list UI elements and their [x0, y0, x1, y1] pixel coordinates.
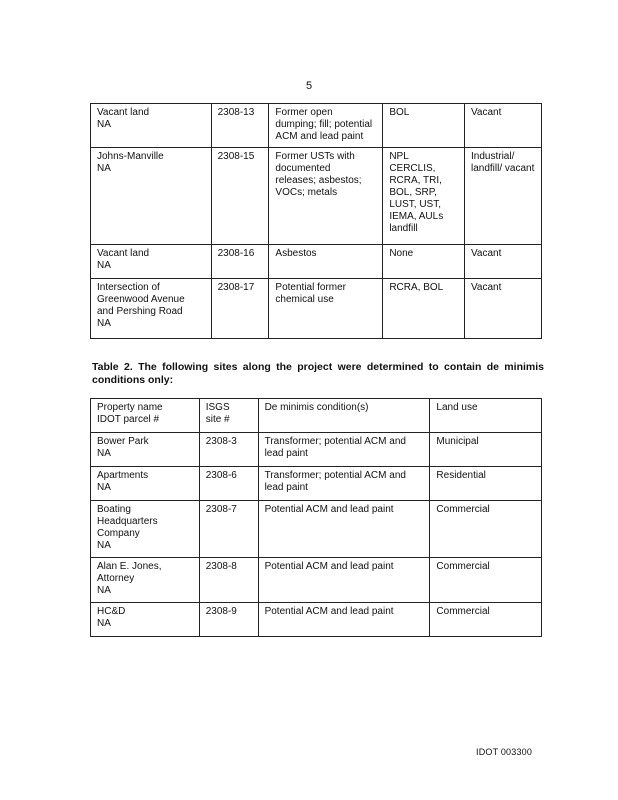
- table-cell: [269, 245, 383, 279]
- cell-text: NA: [97, 585, 111, 596]
- cell-text: lead paint: [264, 448, 308, 459]
- cell-text: Apartments: [97, 470, 149, 481]
- cell-text: None: [389, 248, 414, 259]
- cell-text: Potential ACM and lead paint: [264, 561, 394, 572]
- table-cell: [269, 148, 383, 245]
- cell-text: LUST, UST,: [389, 199, 441, 210]
- cell-text: CERCLIS,: [389, 163, 436, 174]
- table-cell: [430, 501, 542, 558]
- table-cell: [91, 467, 200, 501]
- table-cell: [430, 603, 542, 637]
- table-cell: [199, 467, 258, 501]
- table-cell: [258, 433, 430, 467]
- table-cell: [211, 104, 269, 148]
- table-cell: [91, 501, 200, 558]
- cell-text: Residential: [436, 470, 486, 481]
- cell-text: Vacant: [471, 107, 502, 118]
- cell-text: Vacant: [471, 282, 502, 293]
- table-row: [91, 279, 542, 339]
- cell-text: NA: [97, 318, 111, 329]
- table-cell: [91, 104, 212, 148]
- table-cell: [199, 433, 258, 467]
- cell-text: Former USTs with: [275, 151, 355, 162]
- table-cell: [258, 467, 430, 501]
- cell-text: dumping; fill; potential: [275, 119, 373, 130]
- cell-text: RCRA, BOL: [389, 282, 444, 293]
- cell-text: Transformer; potential ACM and: [264, 470, 406, 481]
- table-cell: [258, 501, 430, 558]
- table-row: [91, 433, 542, 467]
- table-row: [91, 501, 542, 558]
- cell-text: Commercial: [436, 561, 490, 572]
- cell-text: ACM and lead paint: [275, 131, 364, 142]
- cell-text: 2308-15: [217, 151, 255, 162]
- cell-text: Johns-Manville: [97, 151, 164, 162]
- cell-text: IEMA, AULs: [389, 211, 444, 222]
- cell-text: Attorney: [97, 573, 135, 584]
- cell-text: Municipal: [436, 436, 479, 447]
- cell-text: 2308-13: [217, 107, 255, 118]
- table-row: [91, 603, 542, 637]
- cell-text: ISGS: [205, 402, 230, 413]
- cell-text: RCRA, TRI,: [389, 175, 442, 186]
- table-row: [91, 558, 542, 603]
- cell-text: NA: [97, 448, 111, 459]
- table-cell: [199, 501, 258, 558]
- table-row: [91, 148, 542, 245]
- cell-text: Industrial/: [471, 151, 515, 162]
- table-cell: [465, 104, 542, 148]
- cell-text: releases; asbestos;: [275, 175, 362, 186]
- cell-text: Vacant land: [97, 107, 150, 118]
- cell-text: NA: [97, 618, 111, 629]
- cell-text: 2308-17: [217, 282, 255, 293]
- cell-text: 2308-3: [205, 436, 237, 447]
- table-cell: [465, 148, 542, 245]
- table-cell: [383, 279, 465, 339]
- table-cell: [258, 603, 430, 637]
- table-cell: [91, 558, 200, 603]
- table-cell: [211, 245, 269, 279]
- cell-text: Headquarters: [97, 516, 158, 527]
- cell-text: Commercial: [436, 504, 490, 515]
- de-minimis-sites-table: [90, 398, 542, 637]
- cell-text: NA: [97, 482, 111, 493]
- cell-text: De minimis condition(s): [264, 402, 369, 413]
- table-cell: [383, 148, 465, 245]
- cell-text: Vacant land: [97, 248, 150, 259]
- table-cell: [269, 279, 383, 339]
- cell-text: NPL: [389, 151, 409, 162]
- table-cell: [211, 148, 269, 245]
- table-cell: [91, 148, 212, 245]
- table-cell: [430, 558, 542, 603]
- table-row: [91, 467, 542, 501]
- cell-text: VOCs; metals: [275, 187, 338, 198]
- cell-text: IDOT parcel #: [97, 414, 160, 425]
- document-id-footer: IDOT 003300: [476, 747, 533, 757]
- cell-text: 2308-8: [205, 561, 237, 572]
- cell-text: 2308-6: [205, 470, 237, 481]
- cell-text: Commercial: [436, 606, 490, 617]
- cell-text: Potential ACM and lead paint: [264, 504, 394, 515]
- cell-text: Transformer; potential ACM and: [264, 436, 406, 447]
- table-cell: [430, 467, 542, 501]
- cell-text: Boating: [97, 504, 131, 515]
- cell-text: 2308-9: [205, 606, 237, 617]
- table2-caption: Table 2. The following sites along the project were determined to contain de minimis conditions only:: [92, 361, 544, 386]
- cell-text: Property name: [97, 402, 163, 413]
- cell-text: BOL, SRP,: [389, 187, 437, 198]
- table-cell: [199, 399, 258, 433]
- table-cell: [91, 279, 212, 339]
- table-cell: [269, 104, 383, 148]
- table-cell: [383, 104, 465, 148]
- table-row: [91, 104, 542, 148]
- cell-text: Former open: [275, 107, 333, 118]
- cell-text: landfill/ vacant: [471, 163, 535, 174]
- cell-text: Bower Park: [97, 436, 149, 447]
- cell-text: 2308-7: [205, 504, 237, 515]
- cell-text: Potential ACM and lead paint: [264, 606, 394, 617]
- table-cell: [430, 399, 542, 433]
- cell-text: NA: [97, 119, 111, 130]
- cell-text: chemical use: [275, 294, 334, 305]
- contaminated-sites-table: [90, 103, 542, 339]
- cell-text: Asbestos: [275, 248, 317, 259]
- table-cell: [199, 603, 258, 637]
- table-cell: [91, 399, 200, 433]
- cell-text: 2308-16: [217, 248, 255, 259]
- table-cell: [465, 279, 542, 339]
- cell-text: Potential former: [275, 282, 346, 293]
- cell-text: NA: [97, 260, 111, 271]
- cell-text: HC&D: [97, 606, 126, 617]
- table-cell: [91, 433, 200, 467]
- table-cell: [258, 558, 430, 603]
- table-row: [91, 245, 542, 279]
- cell-text: Company: [97, 528, 140, 539]
- table-cell: [91, 245, 212, 279]
- cell-text: Intersection of: [97, 282, 160, 293]
- cell-text: documented: [275, 163, 331, 174]
- table-cell: [258, 399, 430, 433]
- table-cell: [430, 433, 542, 467]
- cell-text: BOL: [389, 107, 410, 118]
- table-cell: [211, 279, 269, 339]
- table-header-row: [91, 399, 542, 433]
- cell-text: lead paint: [264, 482, 308, 493]
- cell-text: site #: [205, 414, 230, 425]
- cell-text: Alan E. Jones,: [97, 561, 162, 572]
- table-cell: [465, 245, 542, 279]
- cell-text: and Pershing Road: [97, 306, 183, 317]
- table-cell: [199, 558, 258, 603]
- cell-text: Greenwood Avenue: [97, 294, 185, 305]
- page-number: 5: [305, 80, 313, 92]
- table-cell: [383, 245, 465, 279]
- table-cell: [91, 603, 200, 637]
- cell-text: NA: [97, 540, 111, 551]
- cell-text: NA: [97, 163, 111, 174]
- cell-text: Vacant: [471, 248, 502, 259]
- cell-text: landfill: [389, 223, 418, 234]
- cell-text: Land use: [436, 402, 478, 413]
